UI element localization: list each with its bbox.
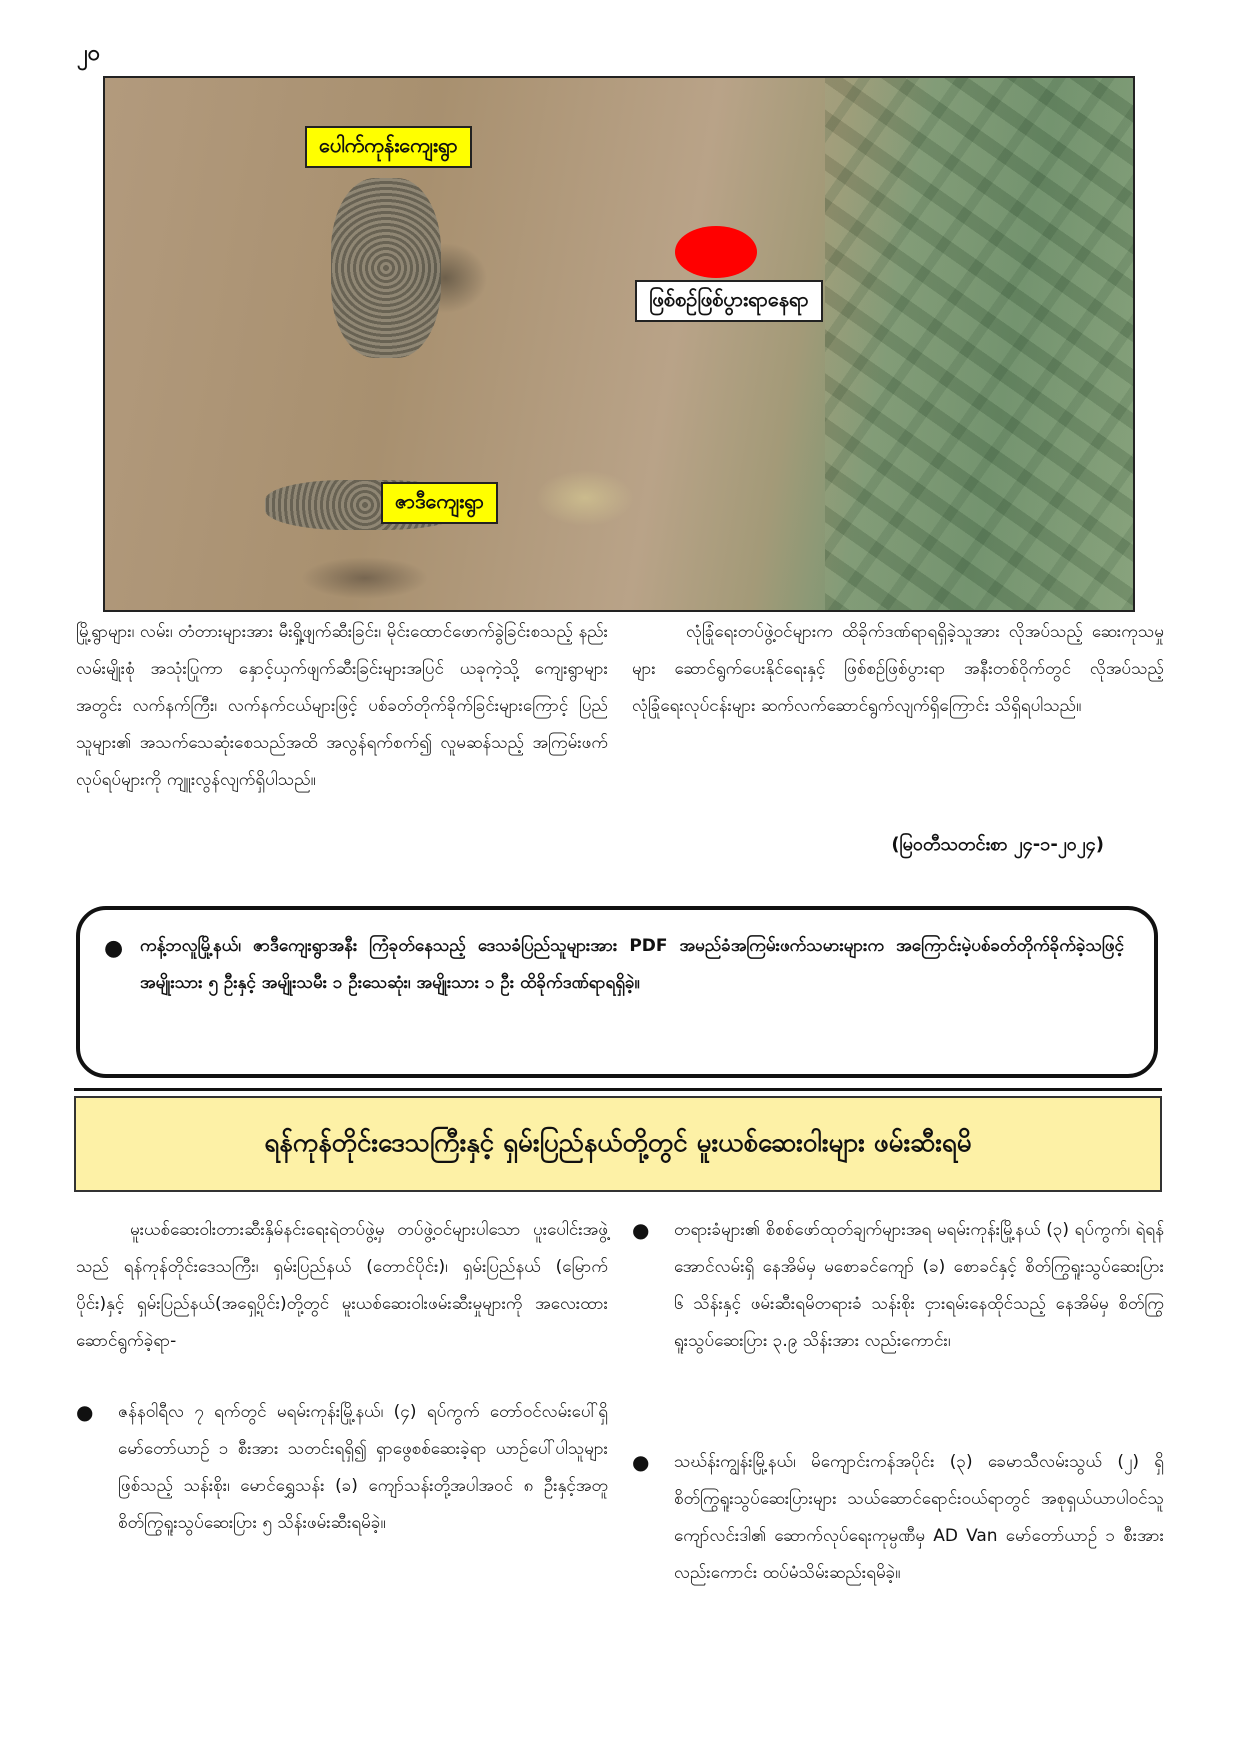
page-number: ၂၀ — [77, 41, 101, 66]
section-title: ရန်ကုန်တိုင်းဒေသကြီးနှင့် ရှမ်းပြည်နယ်တို့တွင် မူးယစ်ဆေးဝါးများ ဖမ်းဆီးရမိ — [264, 1127, 972, 1158]
news-source-citation: (မြဝတီသတင်းစာ ၂၄-၁-၂၀၂၄) — [891, 834, 1104, 855]
map-village-cluster-top — [331, 178, 441, 358]
bullet-icon: ● — [76, 1400, 94, 1424]
highlight-summary-text: ကန့်ဘလူမြို့နယ်၊ ဇာဒီကျေးရွာအနီး ကြံခုတ်နေသည့် ဒေသခံပြည်သူများအား PDF အမည်ခံအကြမ်းဖက်သမားများက အကြောင်းမဲ့ပစ်ခတ်တိုက်ခိုက်ခဲ့သဖြင့် အမျိုးသား ၅ ဦးနှင့် အမျိုးသမီး ၁ ဦးသေဆုံး၊ အမျိုးသား ၁ ဦး ထိခိုက်ဒဏ်ရာရရှိခဲ့။ — [140, 936, 1124, 993]
list-item-text: တရားခံများ၏ စိစစ်ဖော်ထုတ်ချက်များအရ မရမ်းကုန်းမြို့နယ် (၃) ရပ်ကွက်၊ ရဲရန်အောင်လမ်းရှိ နေအိမ်မှ မစောခင်ကျော် (ခ) စောခင်နှင့် စိတ်ကြွရူးသွပ်ဆေးပြား ၆ သိန်းနှင့် ဖမ်းဆီးရမိတရားခံ သန်းစိုး ငှားရမ်းနေထိုင်သည့် နေအိမ်မှ စိတ်ကြွရူးသွပ်ဆေးပြား ၃.၉ သိန်းအား လည်းကောင်း၊ — [674, 1220, 1164, 1351]
map-label-village-bottom: ဇာဒီကျေးရွာ — [381, 482, 498, 524]
bullet-icon: ● — [104, 936, 124, 961]
left-column-paragraph: မြို့ရွာများ၊ လမ်း၊ တံတားများအား မီးရှို့ဖျက်ဆီးခြင်း၊ မိုင်းထောင်ဖောက်ခွဲခြင်းစသည့် နည်းလမ်းမျိုးစုံ အသုံးပြုကာ နှောင့်ယှက်ဖျက်ဆီးခြင်းများအပြင် ယခုကဲ့သို့ ကျေးရွာများအတွင်း လက်နက်ကြီး၊ လက်နက်ငယ်များဖြင့် ပစ်ခတ်တိုက်ခိုက်ခြင်းများကြောင့် ပြည်သူများ၏ အသက်သေဆုံးစေသည်အထိ အလွန်ရက်စက်၍ လူမဆန်သည့် အကြမ်းဖက်လုပ်ရပ်များကို ကျူးလွန်လျက်ရှိပါသည်။ — [76, 622, 608, 790]
list-item-text: ဇန်နဝါရီလ ၇ ရက်တွင် မရမ်းကုန်းမြို့နယ်၊ (၄) ရပ်ကွက် တော်ဝင်လမ်းပေါ်ရှိ မော်တော်ယာဉ် ၁ စီးအား သတင်းရရှိ၍ ရှာဖွေစစ်ဆေးခဲ့ရာ ယာဉ်ပေါ်ပါသူများဖြစ်သည့် သန်းစိုး၊ မောင်ရွှေသန်း (ခ) ကျော်သန်းတို့အပါအဝင် ၈ ဦးနှင့်အတူ စိတ်ကြွရူးသွပ်ဆေးပြား ၅ သိန်းဖမ်းဆီးရမိခဲ့။ — [118, 1402, 608, 1533]
list-item-text: သဃ်န်းကျွန်းမြို့နယ်၊ မိကျောင်းကန်အပိုင်း (၃) ခေမာသီလမ်းသွယ် (၂) ရှိ စိတ်ကြွရူးသွပ်ဆေးပြားများ သယ်ဆောင်ရောင်းဝယ်ရာတွင် အစုရှယ်ယာပါဝင်သူ ကျော်လင်းဒါ၏ ဆောက်လုပ်ရေးကုမ္ပဏီမှ AD Van မော်တော်ယာဉ် ၁ စီးအားလည်းကောင်း ထပ်မံသိမ်းဆည်းရမိခဲ့။ — [674, 1452, 1164, 1583]
map-label-village-top: ပေါက်ကုန်းကျေးရွာ — [305, 126, 472, 168]
bullet-icon: ● — [632, 1450, 650, 1474]
bullet-icon: ● — [632, 1218, 650, 1242]
map-farmland-area — [825, 78, 1133, 610]
right-column-paragraph: လုံခြုံရေးတပ်ဖွဲ့ဝင်များက ထိခိုက်ဒဏ်ရာရရှိခဲ့သူအား လိုအပ်သည့် ဆေးကုသမှုများ ဆောင်ရွက်ပေးနိုင်ရေးနှင့် ဖြစ်စဉ်ဖြစ်ပွားရာ အနီးတစ်ဝိုက်တွင် လိုအပ်သည့် လုံခြုံရေးလုပ်ငန်းများ ဆက်လက်ဆောင်ရွက်လျက်ရှိကြောင်း သိရှိရပါသည်။ — [632, 622, 1164, 716]
highlight-summary-box — [76, 906, 1158, 1078]
satellite-map — [103, 76, 1135, 612]
list-item — [632, 1444, 1164, 1592]
incident-location-marker — [675, 226, 757, 278]
section-divider — [74, 1088, 1162, 1091]
map-label-incident-site: ဖြစ်စဉ်ဖြစ်ပွားရာနေရာ — [635, 280, 823, 322]
list-item — [76, 1394, 608, 1542]
section-intro-paragraph: မူးယစ်ဆေးဝါးတားဆီးနှိမ်နင်းရေးရဲတပ်ဖွဲ့မှ တပ်ဖွဲ့ဝင်များပါသော ပူးပေါင်းအဖွဲ့သည် ရန်ကုန်တိုင်းဒေသကြီး၊ ရှမ်းပြည်နယ် (တောင်ပိုင်း)၊ ရှမ်းပြည်နယ် (မြောက်ပိုင်း)နှင့် ရှမ်းပြည်နယ်(အရှေ့ပိုင်း)တို့တွင် မူးယစ်ဆေးဝါးဖမ်းဆီးမှုများကို အလေးထားဆောင်ရွက်ခဲ့ရာ- — [76, 1220, 608, 1351]
list-item — [632, 1212, 1164, 1360]
section-title-banner — [74, 1096, 1162, 1192]
